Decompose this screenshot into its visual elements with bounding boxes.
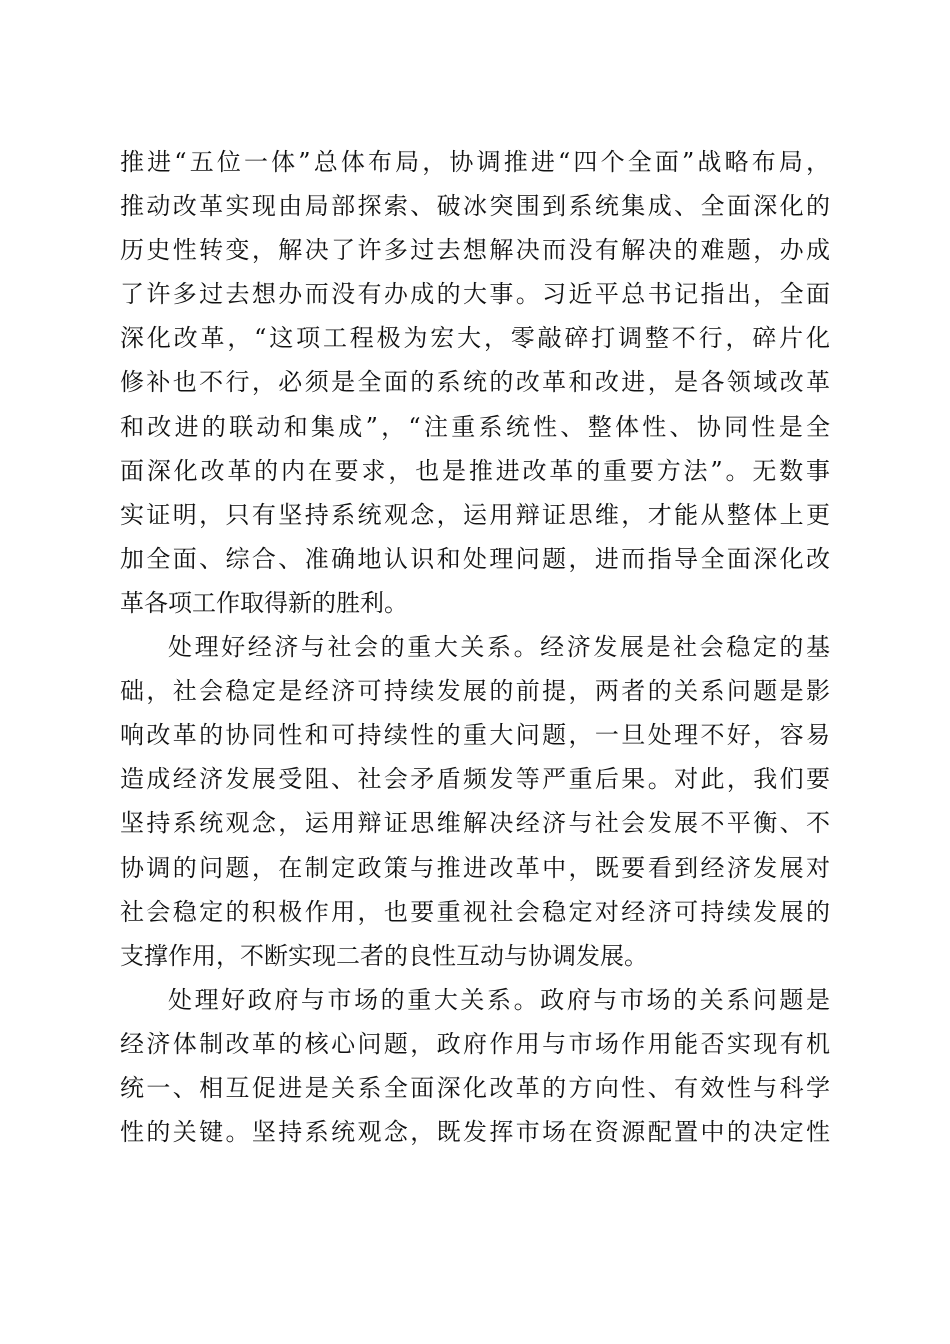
- paragraph-2-line-3: 响改革的协同性和可持续性的重大问题，一旦处理不好，容易: [120, 721, 830, 750]
- paragraph-1-line-3: 历史性转变，解决了许多过去想解决而没有解决的难题，办成: [120, 236, 830, 265]
- paragraph-1-line-2: 推动改革实现由局部探索、破冰突围到系统集成、全面深化的: [120, 192, 830, 221]
- paragraph-3-line-2: 经济体制改革的核心问题，政府作用与市场作用能否实现有机: [120, 1029, 830, 1058]
- paragraph-1-line-10: 加全面、综合、准确地认识和处理问题，进而指导全面深化改: [120, 544, 830, 573]
- paragraph-1-line-6: 修补也不行，必须是全面的系统的改革和改进，是各领域改革: [120, 368, 830, 397]
- paragraph-3-line-1: 处理好政府与市场的重大关系。政府与市场的关系问题是: [168, 985, 830, 1014]
- paragraph-1-line-9: 实证明，只有坚持系统观念，运用辩证思维，才能从整体上更: [120, 500, 830, 529]
- paragraph-1-line-11: 革各项工作取得新的胜利。: [120, 588, 408, 617]
- paragraph-2-line-1: 处理好经济与社会的重大关系。经济发展是社会稳定的基: [168, 633, 830, 662]
- paragraph-1-line-4: 了许多过去想办而没有办成的大事。习近平总书记指出，全面: [120, 280, 830, 309]
- paragraph-2-line-7: 社会稳定的积极作用，也要重视社会稳定对经济可持续发展的: [120, 897, 830, 926]
- paragraph-3-line-3: 统一、相互促进是关系全面深化改革的方向性、有效性与科学: [120, 1073, 830, 1102]
- paragraph-3-line-4: 性的关键。坚持系统观念，既发挥市场在资源配置中的决定性: [120, 1118, 830, 1147]
- paragraph-2-line-8: 支撑作用，不断实现二者的良性互动与协调发展。: [120, 941, 648, 970]
- paragraph-1-line-7: 和改进的联动和集成”，“注重系统性、整体性、协同性是全: [120, 412, 830, 441]
- paragraph-1-line-1: 推进“五位一体”总体布局，协调推进“四个全面”战略布局，: [120, 148, 830, 176]
- paragraph-2-line-5: 坚持系统观念，运用辩证思维解决经济与社会发展不平衡、不: [120, 809, 830, 838]
- paragraph-2-line-6: 协调的问题，在制定政策与推进改革中，既要看到经济发展对: [120, 853, 830, 882]
- paragraph-2-line-4: 造成经济发展受阻、社会矛盾频发等严重后果。对此，我们要: [120, 765, 830, 794]
- paragraph-2-line-2: 础，社会稳定是经济可持续发展的前提，两者的关系问题是影: [120, 677, 830, 706]
- paragraph-1-line-5: 深化改革，“这项工程极为宏大，零敲碎打调整不行，碎片化: [120, 324, 830, 353]
- paragraph-1-line-8: 面深化改革的内在要求，也是推进改革的重要方法”。无数事: [120, 456, 830, 485]
- document-body: [120, 140, 830, 1154]
